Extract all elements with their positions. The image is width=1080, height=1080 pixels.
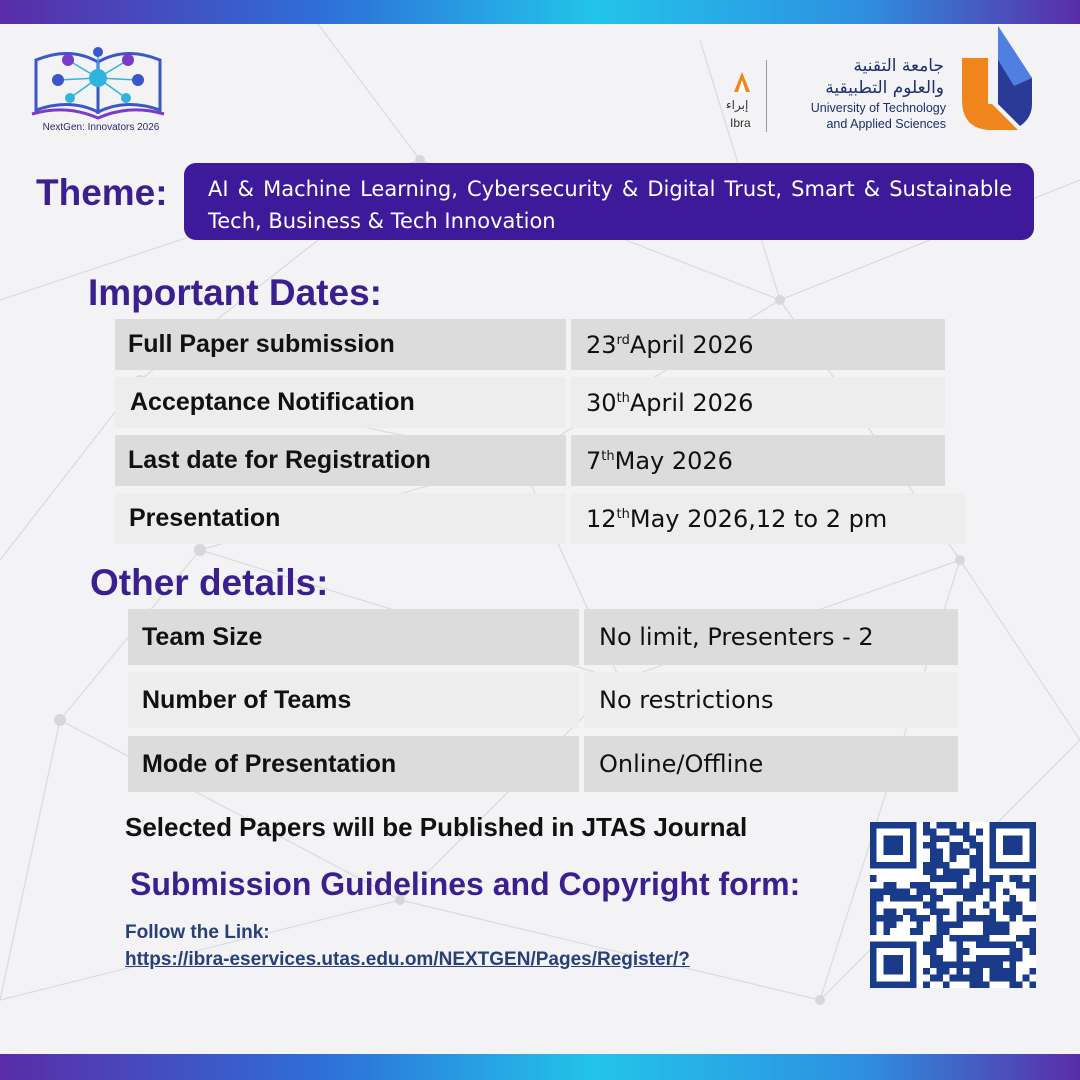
qr-modules [870,822,1036,988]
logo-divider [766,60,767,132]
date-value-cell: 12 $^{th}$ May 2026,12 to 2 pm [571,493,965,544]
ibra-mark-icon [734,72,750,92]
date-value-cell: 30 $^{th}$ April 2026 [571,377,945,428]
detail-value-cell: Online/Offline [584,736,958,792]
guidelines-title: Submission Guidelines and Copyright form: [130,866,801,902]
theme-text: AI & Machine Learning, Cybersecurity & Digital Trust, Smart & Sustainable Tech, Business & Tech Innovation [208,177,1012,233]
date-label-cell: Full Paper submission [115,319,566,370]
ibra-english-label: Ibra [730,116,751,130]
important-dates-title: Important Dates: [88,272,382,313]
date-label-cell: Presentation [115,493,566,544]
university-name-english-line1: University of Technology [810,101,946,115]
utas-mark-icon [958,26,1038,136]
university-name-english-line2: and Applied Sciences [826,117,946,131]
open-book-network-icon [30,40,170,120]
qr-code-icon [870,822,1036,988]
publication-note: Selected Papers will be Published in JTAS Journal [125,812,748,842]
theme-box [184,163,1034,240]
detail-label-cell: Number of Teams [128,672,579,728]
other-details-title: Other details: [90,562,329,603]
date-value-cell: 7 $^{th}$ May 2026 [571,435,945,486]
date-value-cell: 23 $^{rd}$ April 2026 [571,319,945,370]
ibra-arabic-label: إبراء [726,98,749,112]
date-label-cell: Acceptance Notification [115,377,566,428]
bottom-gradient-bar [0,1054,1080,1080]
detail-value-cell: No restrictions [584,672,958,728]
university-logo [720,26,1040,138]
date-label-cell: Last date for Registration [115,435,566,486]
event-caption: NextGen: Innovators 2026 [42,122,160,133]
registration-link[interactable]: https://ibra-eservices.utas.edu.om/NEXTGEN/Pages/Register/? [125,949,690,970]
detail-label-cell: Team Size [128,609,579,665]
event-logo [26,40,176,140]
qr-code[interactable] [870,822,1036,988]
theme-label: Theme: [36,172,168,213]
follow-link-label: Follow the Link: [125,922,270,943]
detail-value-cell: No limit, Presenters - 2 [584,609,958,665]
university-name-arabic-line1: جامعة التقنية [853,56,944,76]
detail-label-cell: Mode of Presentation [128,736,579,792]
university-name-arabic-line2: والعلوم التطبيقية [825,78,944,98]
top-gradient-bar [0,0,1080,24]
